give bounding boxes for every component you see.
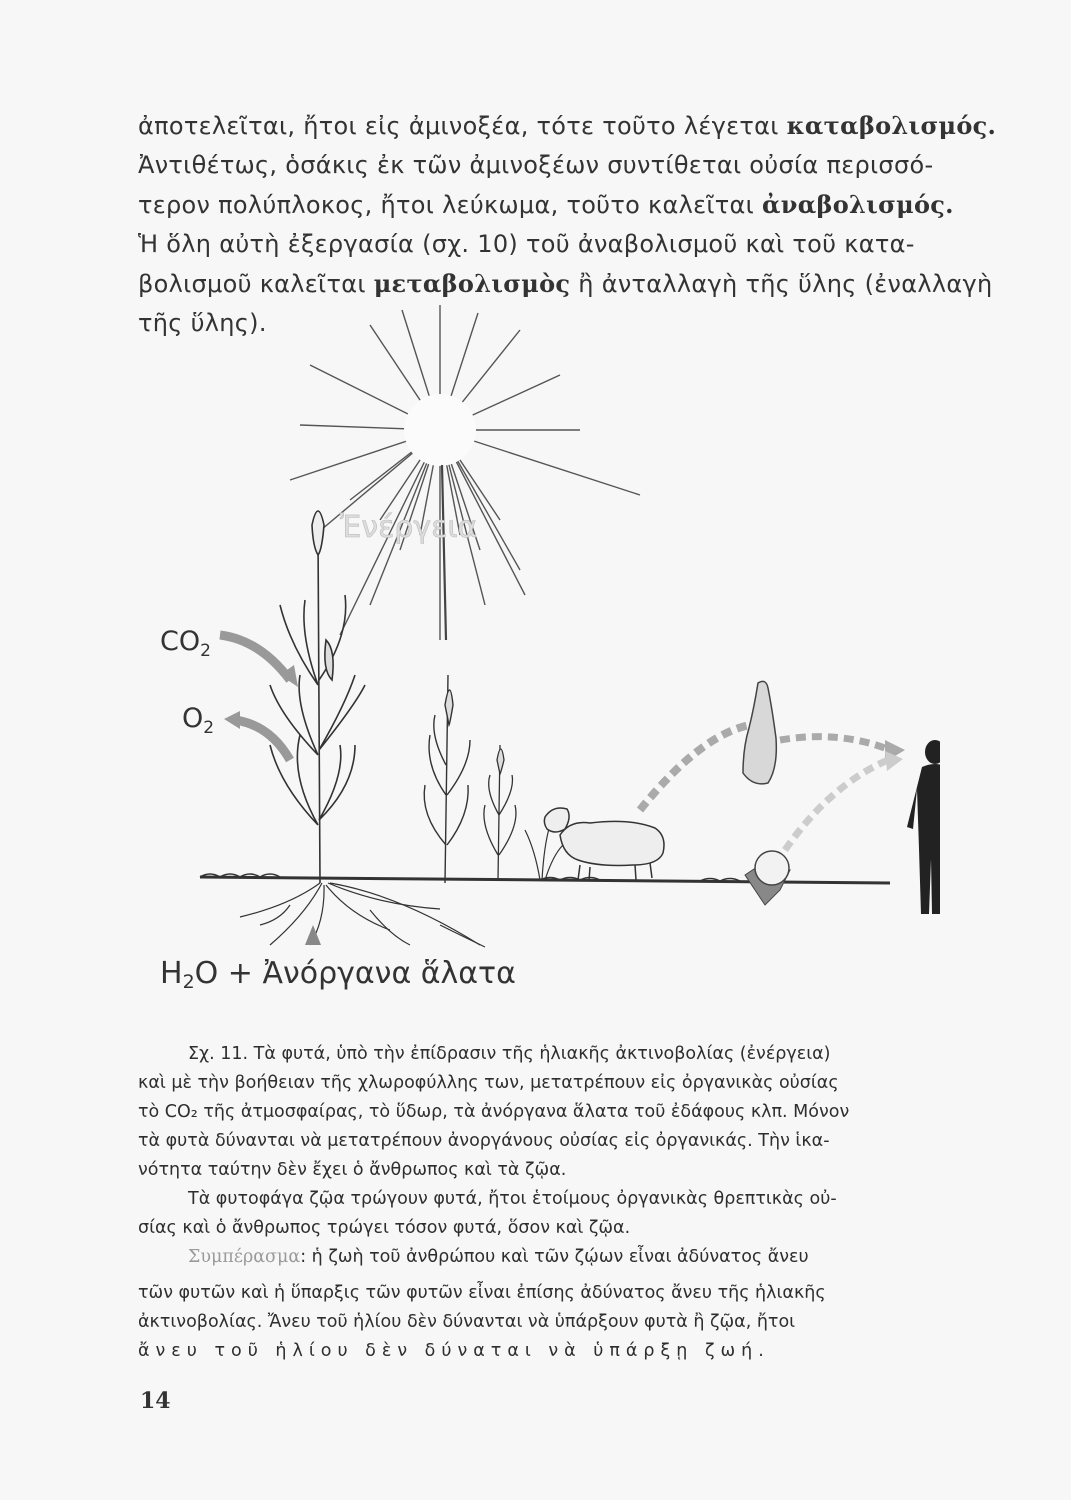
corn-plant-small (484, 745, 516, 880)
body-line: βολισμοῦ καλεῖται μεταβολισμὸς ἢ ἀνταλλαγὴ τῆς ὕλης (ἐναλλαγὴ (138, 269, 993, 298)
caption-line: νότητα ταύτην δὲν ἔχει ὁ ἄνθρωπος καὶ τὰ ζῷα. (138, 1160, 567, 1180)
co2-arrow (220, 635, 290, 680)
sun-beam-to-plant (442, 465, 446, 640)
sun-disc (404, 394, 476, 466)
human-silhouette (907, 740, 940, 914)
caption-line: τὰ φυτὰ δύνανται νὰ μετατρέπουν ἀνοργάνους οὐσίας εἰς ὀργανικάς. Τὴν ἱκα- (138, 1131, 830, 1151)
o2-label: $O_2$ (182, 703, 215, 738)
term-metabolism: μεταβολισμὸς (373, 269, 571, 298)
co2-label: $CO_2$ (160, 626, 211, 661)
grass-tuft (525, 825, 563, 880)
figure-caption (138, 1040, 983, 1366)
energy-label: Ἐνέργεια (340, 510, 478, 545)
conclusion-heading: Συμπέρασμα (188, 1247, 301, 1267)
caption-line: τὸ CO₂ τῆς ἀτμοσφαίρας, τὸ ὕδωρ, τὰ ἀνόργανα ἅλατα τοῦ ἐδάφους κλπ. Μόνον (138, 1102, 850, 1122)
body-line: Ἡ ὅλη αὐτὴ ἐξεργασία (σχ. 10) τοῦ ἀναβολισμοῦ καὶ τοῦ κατα- (138, 230, 915, 258)
meat-to-human-arrow (780, 737, 890, 750)
body-line: ἀποτελεῖται, ἤτοι εἰς ἀμινοξέα, τότε τοῦτο λέγεται καταβολισμός. (138, 111, 997, 140)
caption-line: Τὰ φυτοφάγα ζῷα τρώγουν φυτά, ἤτοι ἑτοίμους ὀργανικὰς θρεπτικὰς οὐ- (188, 1189, 837, 1209)
body-line: Ἀντιθέτως, ὁσάκις ἐκ τῶν ἀμινοξέων συντίθεται οὐσία περισσό- (138, 151, 934, 179)
body-line: τῆς ὕλης). (138, 309, 267, 337)
term-anabolism: ἀναβολισμός. (762, 190, 954, 219)
vegetable-icon (745, 851, 790, 905)
water-uptake-arrow (305, 925, 321, 945)
term-catabolism: καταβολισμός. (786, 111, 997, 140)
caption-line: καὶ μὲ τὴν βοήθειαν τῆς χλωροφύλλης των, μετατρέπουν εἰς ὀργανικὰς οὐσίας (138, 1073, 839, 1093)
corn-plant-medium (424, 675, 470, 883)
conclusion-line: ἄνευ τοῦ ἡλίου δὲν δύναται νὰ ὑπάρξῃ ζωή. (138, 1341, 770, 1361)
water-salts-label: H2O + Ἀνόργανα ἅλατα (160, 956, 516, 993)
sun-icon (290, 305, 640, 640)
body-line: τερον πολύπλοκος, ἤτοι λεύκωμα, τοῦτο καλεῖται ἀναβολισμός. (138, 190, 954, 219)
caption-line: σίας καὶ ὁ ἄνθρωπος τρώγει τόσον φυτά, ὅσον καὶ ζῷα. (138, 1218, 631, 1238)
conclusion-line: Συμπέρασμα: ἡ ζωὴ τοῦ ἀνθρώπου καὶ τῶν ζῴων εἶναι ἀδύνατος ἄνευ (188, 1247, 809, 1267)
o2-arrowhead (224, 711, 240, 729)
corn-plant-large (270, 511, 365, 883)
conclusion-line: τῶν φυτῶν καὶ ἡ ὕπαρξις τῶν φυτῶν εἶναι ἐπίσης ἀδύνατος ἄνευ τῆς ἡλιακῆς (138, 1283, 826, 1303)
roots-illustration (240, 883, 485, 947)
caption-line: Σχ. 11. Τὰ φυτά, ὑπὸ τὴν ἐπίδρασιν τῆς ἡλιακῆς ἀκτινοβολίας (ἐνέργεια) (188, 1044, 831, 1064)
vegetable-to-human-arrow (785, 760, 888, 850)
conclusion-line: ἀκτινοβολίας. Ἄνευ τοῦ ἡλίου δὲν δύνανται νὰ ὑπάρξουν φυτὰ ἢ ζῷα, ἤτοι (138, 1312, 796, 1332)
meat-icon (743, 681, 776, 784)
plant-to-meat-arrow (640, 725, 750, 810)
page-number: 14 (140, 1388, 171, 1414)
o2-arrow (235, 720, 290, 760)
sheep-illustration (544, 808, 664, 881)
photosynthesis-figure (140, 305, 940, 995)
